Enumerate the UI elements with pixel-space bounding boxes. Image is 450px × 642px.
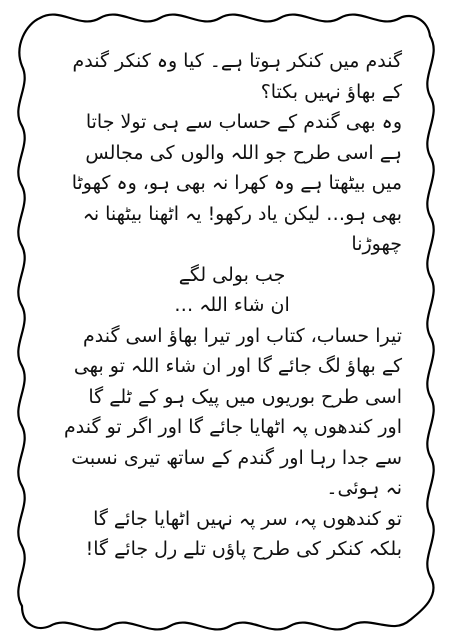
paragraph-wheat-and-pebble: گندم میں کنکر ہوتا ہے۔ کیا وہ کنکر گندم کے بھاؤ نہیں بکتا؟ xyxy=(72,50,402,103)
paragraph-inshallah: ان شاء اللہ … xyxy=(174,294,290,316)
paragraph-your-account-and-price: تیرا حساب، کتاب اور تیرا بھاؤ اسی گندم کے بھاؤ لگ جائے گا اور ان شاء اللہ تو بھی اسی طرح بوریوں میں پیک ہو کے ٹلے گا اور کندھوں پہ اٹھایا جائے گا اور اگر تو گندم سے جدا رہا اور گندم کے ساتھ تیری نسبت نہ ہوئی۔ xyxy=(64,324,402,499)
paragraph-when-bidding-starts: جب بولی لگے xyxy=(178,263,286,286)
paragraph-company-of-the-righteous: وہ بھی گندم کے حساب سے ہی تولا جاتا ہے اسی طرح جو اللہ والوں کی مجالس میں بیٹھتا ہے وہ کھرا نہ بھی ہو، وہ کھوٹا بھی ہو… لیکن یاد رکھو! یہ اٹھنا بیٹھنا نہ چھوڑنا xyxy=(71,111,402,255)
document-body xyxy=(62,46,402,606)
paragraph-trampled-like-pebble: تو کندھوں پہ، سر پہ نہیں اٹھایا جائے گا بلکہ کنکر کی طرح پاؤں تلے رل جائے گا! xyxy=(85,507,402,560)
